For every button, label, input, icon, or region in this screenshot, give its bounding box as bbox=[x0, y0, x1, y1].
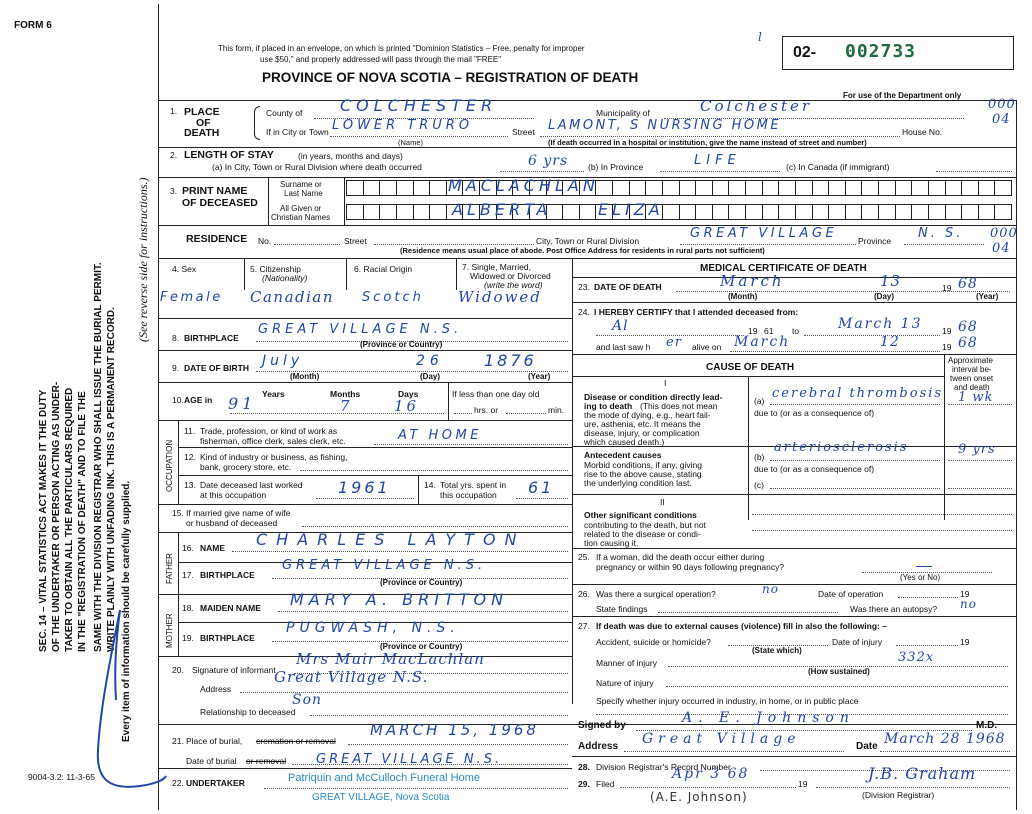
alive-year: 68 bbox=[958, 335, 978, 351]
given-name-1: ALBERTA bbox=[452, 200, 552, 219]
spouse-label2: or husband of deceased bbox=[186, 518, 278, 528]
city-name-hint: (Name) bbox=[398, 138, 424, 147]
age-days-label: Days bbox=[398, 389, 419, 399]
dob-label: DATE OF BIRTH bbox=[184, 363, 250, 373]
registration-prefix: 02- bbox=[793, 44, 817, 61]
total-years-l1: Total yrs. spent in bbox=[440, 480, 507, 490]
surgical-label: Was there a surgical operation? bbox=[596, 589, 716, 599]
last-worked-l1: Date deceased last worked bbox=[200, 480, 303, 490]
relationship-value: Son bbox=[292, 692, 323, 708]
state-which-label: (State which) bbox=[752, 646, 802, 655]
division-registrar-label: (Division Registrar) bbox=[862, 790, 935, 800]
residence-province-label: Province bbox=[858, 236, 892, 246]
given-name-2: ELIZA bbox=[598, 200, 664, 219]
father-birthplace-label: BIRTHPLACE bbox=[200, 570, 255, 580]
due-to-1: due to (or as a consequence of) bbox=[754, 408, 875, 418]
occupation-11-l1: Trade, profession, or kind of work as bbox=[200, 426, 338, 436]
birthplace-sub: (Province or Country) bbox=[360, 340, 443, 349]
citizenship-label: 5. Citizenship bbox=[250, 264, 302, 274]
sex-value: Female bbox=[160, 290, 223, 305]
city-value: LOWER TRURO bbox=[332, 118, 474, 133]
n8: 8. bbox=[172, 333, 180, 343]
interval-l3: tween onset bbox=[950, 374, 994, 383]
to-year: 68 bbox=[958, 319, 978, 335]
alive-on-day: 12 bbox=[880, 334, 900, 350]
age-years-label: Years bbox=[262, 389, 285, 399]
disease-l5: ure, asthenia, etc. It means the bbox=[584, 419, 701, 429]
given-label2: Christian Names bbox=[271, 213, 331, 222]
form-title: PROVINCE OF NOVA SCOTIA – REGISTRATION OF DEATH bbox=[262, 70, 639, 85]
less-than-one-day-label: If less than one day old bbox=[452, 389, 540, 399]
n12: 12. bbox=[184, 452, 196, 462]
age-months: 7 bbox=[340, 397, 351, 415]
racial-origin-value: Scotch bbox=[362, 290, 424, 305]
mail-notice-line2: use $50," and properly addressed will pass through the mail "FREE" bbox=[260, 55, 502, 64]
cause-a-interval: 1 wk bbox=[958, 390, 994, 405]
sex-label: 4. Sex bbox=[172, 264, 197, 274]
dod-day-lbl: (Day) bbox=[874, 292, 895, 301]
date-of-death-label: DATE OF DEATH bbox=[594, 282, 662, 292]
citizenship-value: Canadian bbox=[250, 288, 335, 306]
surname-value: MACLACHLAN bbox=[448, 176, 599, 195]
woman-l2: pregnancy or within 90 days following pregnancy? bbox=[596, 562, 785, 572]
father-side-label: FATHER bbox=[165, 553, 174, 584]
state-findings-label: State findings bbox=[596, 604, 648, 614]
occupation-11-l2: fisherman, office clerk, sales clerk, etc. bbox=[200, 436, 346, 446]
n10: 10. bbox=[172, 395, 184, 405]
side-text-8: (See reverse side for instructions.) bbox=[136, 177, 150, 342]
cause-of-death-title: CAUSE OF DEATH bbox=[706, 362, 795, 373]
side-text-2: OF THE UNDERTAKER OR PERSON ACTING AS UNDER- bbox=[51, 381, 62, 652]
code-1: 000 bbox=[988, 97, 1016, 112]
total-years-l2: this occupation bbox=[440, 490, 497, 500]
roman-2: II bbox=[660, 497, 665, 507]
street-value: LAMONT, S NURSING HOME bbox=[548, 118, 782, 133]
n17: 17. bbox=[182, 570, 194, 580]
n24: 24. bbox=[578, 307, 590, 317]
birthplace-label: BIRTHPLACE bbox=[184, 333, 239, 343]
disease-l3: (This does not mean bbox=[640, 401, 718, 411]
disease-l1: Disease or condition directly lead- bbox=[584, 392, 723, 402]
alive-on-label: alive on bbox=[692, 342, 722, 352]
burial-date-label-strike: or removal bbox=[246, 756, 287, 766]
stay-province-value: LIFE bbox=[694, 153, 741, 168]
dod-month: March bbox=[720, 272, 785, 290]
birthplace-value: GREAT VILLAGE N.S. bbox=[258, 322, 463, 337]
s1-num: 1. bbox=[170, 106, 178, 116]
other-l3: related to the disease or condi- bbox=[584, 529, 701, 539]
side-text-3: TAKER TO OBTAIN ALL THE PARTICULARS REQUIRED bbox=[64, 387, 75, 652]
undertaker-stamp-name: Patriquin and McCulloch Funeral Home bbox=[288, 772, 480, 784]
marital-value: Widowed bbox=[458, 288, 542, 306]
min-label: min. bbox=[548, 405, 565, 415]
dod-year: 68 bbox=[958, 276, 978, 292]
dob-year-lbl: (Year) bbox=[528, 372, 551, 381]
burial-date-label: Date of burial bbox=[186, 756, 237, 766]
n15: 15. bbox=[172, 508, 184, 518]
operation-date-label: Date of operation bbox=[818, 589, 884, 599]
dod-year-lbl: (Year) bbox=[976, 292, 999, 301]
from-year: 61 bbox=[764, 326, 774, 336]
alive-year-prefix: 19 bbox=[942, 342, 952, 352]
manner-label: Manner of injury bbox=[596, 658, 657, 668]
interval-l4: and death bbox=[954, 383, 990, 392]
antecedent-l3: rise to the above cause, stating bbox=[584, 469, 702, 479]
informant-address-label: Address bbox=[200, 684, 232, 694]
father-name-label: NAME bbox=[200, 543, 226, 553]
registration-number: 002733 bbox=[845, 41, 917, 62]
industry-l1: Kind of industry or business, as fishing, bbox=[200, 452, 348, 462]
occupation-value: AT HOME bbox=[398, 428, 482, 443]
other-l1: Other significant conditions bbox=[584, 510, 697, 520]
cause-b-value: arteriosclerosis bbox=[774, 440, 909, 455]
n25: 25. bbox=[578, 552, 590, 562]
filed-value: Apr 3 68 bbox=[672, 766, 750, 782]
woman-l1: If a woman, did the death occur either during bbox=[596, 552, 765, 562]
cause-a-value: cerebral thrombosis bbox=[772, 386, 944, 401]
alive-on-month: March bbox=[734, 334, 791, 350]
corner-mark: l bbox=[758, 30, 763, 44]
injury-year-prefix: 19 bbox=[960, 637, 970, 647]
mother-birthplace-label: BIRTHPLACE bbox=[200, 633, 255, 643]
stay-canada-label: (c) In Canada (if immigrant) bbox=[786, 162, 890, 172]
side-text-1: SEC. 14 – VITAL STATISTICS ACT MAKES IT THE DUTY bbox=[38, 389, 49, 652]
cause-b-label: (b) bbox=[754, 452, 765, 462]
informant-signature: Mrs Muir MacLachlan bbox=[296, 650, 485, 668]
age-months-label: Months bbox=[330, 389, 361, 399]
hospital-note: (If death occurred in a hospital or institution, give the name instead of street and number) bbox=[548, 138, 867, 147]
place-of-death-label3: DEATH bbox=[184, 127, 220, 139]
signed-by-value: A. E. Johnson bbox=[682, 710, 855, 726]
operation-year-prefix: 19 bbox=[960, 589, 970, 599]
n26: 26. bbox=[578, 589, 590, 599]
n19: 19. bbox=[182, 633, 194, 643]
print-name-label1: PRINT NAME bbox=[182, 185, 248, 197]
undertaker-stamp-location: GREAT VILLAGE, Nova Scotia bbox=[312, 792, 450, 803]
side-text-5: SAME WITH THE DIVISION REGISTRAR WHO SHALL ISSUE THE BURIAL PERMIT. bbox=[93, 262, 104, 652]
burial-date-value: MARCH 15, 1968 bbox=[370, 721, 539, 739]
age-years: 91 bbox=[228, 394, 257, 413]
residence-no-label: No. bbox=[258, 236, 272, 246]
dod-month-lbl: (Month) bbox=[728, 292, 758, 301]
side-text-6: WRITE PLAINLY WITH UNFADING INK. THIS IS A PERMANENT RECORD. bbox=[106, 307, 117, 652]
residence-street-label: Street bbox=[344, 236, 367, 246]
registration-number-box bbox=[782, 36, 1014, 70]
n18: 18. bbox=[182, 603, 194, 613]
residence-note: (Residence means usual place of abode. Post Office Address for residents in rural parts not sufficient) bbox=[400, 246, 765, 255]
autopsy-value: no bbox=[960, 597, 977, 611]
hrs-label: hrs. or bbox=[474, 405, 499, 415]
house-number-label: House No. bbox=[902, 127, 943, 137]
n23: 23. bbox=[578, 282, 590, 292]
physician-address: Great Village bbox=[642, 731, 801, 747]
yes-no-label: (Yes or No) bbox=[900, 573, 941, 582]
relationship-label: Relationship to deceased bbox=[200, 707, 296, 717]
injury-date-label: Date of injury bbox=[832, 637, 883, 647]
filed-label: Filed bbox=[596, 779, 615, 789]
to-label: to bbox=[792, 326, 800, 336]
certify-label: I HEREBY CERTIFY that I attended deceased from: bbox=[594, 307, 799, 317]
mother-side-label: MOTHER bbox=[165, 613, 174, 648]
street-label: Street bbox=[512, 127, 535, 137]
mother-birthplace-value: PUGWASH, N.S. bbox=[286, 620, 460, 636]
city-label: If in City or Town bbox=[266, 127, 329, 137]
antecedent-l2: Morbid conditions, if any, giving bbox=[584, 460, 702, 470]
cause-b-interval: 9 yrs bbox=[958, 442, 996, 457]
disease-l7: which caused death.) bbox=[584, 437, 665, 447]
surname-label2: Last Name bbox=[284, 189, 323, 198]
date-label: Date bbox=[856, 741, 878, 752]
place-of-death-label1: PLACE bbox=[184, 106, 220, 118]
undertaker-label: UNDERTAKER bbox=[186, 778, 245, 788]
autopsy-label: Was there an autopsy? bbox=[850, 604, 938, 614]
scribble-mark bbox=[80, 600, 170, 800]
code-2: 04 bbox=[992, 112, 1011, 127]
n13: 13. bbox=[184, 480, 196, 490]
residence-province-value: N. S. bbox=[918, 226, 964, 241]
code-4: 04 bbox=[992, 241, 1011, 256]
last-saw-value: er bbox=[666, 335, 682, 350]
n27: 27. bbox=[578, 621, 590, 631]
attended-from: Al bbox=[612, 318, 629, 334]
attended-to: March 13 bbox=[838, 316, 923, 332]
burial-place-value: GREAT VILLAGE N.S. bbox=[316, 752, 503, 767]
registrar-signature: J.B. Graham bbox=[868, 764, 977, 783]
father-bp-sub: (Province or Country) bbox=[380, 578, 463, 587]
roman-1: I bbox=[664, 378, 667, 388]
father-name-value: CHARLES LAYTON bbox=[256, 530, 526, 549]
length-of-stay-label: LENGTH OF STAY bbox=[184, 149, 274, 161]
n29: 29. bbox=[578, 779, 590, 789]
age-days: 16 bbox=[394, 397, 420, 415]
last-worked-value: 1961 bbox=[338, 478, 391, 497]
specify-label: Specify whether injury occurred in industry, in home, or in public place bbox=[596, 696, 859, 706]
form-code: 9004-3.2: 11-3-65 bbox=[28, 772, 95, 782]
racial-origin-label: 6. Racial Origin bbox=[354, 264, 413, 274]
s2-num: 2. bbox=[170, 150, 178, 160]
n22: 22. bbox=[172, 778, 184, 788]
mail-notice-line1: This form, if placed in an envelope, on which is printed "Dominion Statistics – Free, penalty for improper bbox=[218, 44, 585, 53]
code-3: 000 bbox=[990, 226, 1018, 241]
from-year-prefix: 19 bbox=[748, 326, 758, 336]
last-saw-label: and last saw h bbox=[596, 342, 651, 352]
burial-place-label: Place of burial, bbox=[186, 736, 243, 746]
to-year-prefix: 19 bbox=[942, 326, 952, 336]
signed-date: March 28 1968 bbox=[884, 731, 1006, 747]
spouse-label1: If married give name of wife bbox=[186, 508, 291, 518]
age-label: AGE in bbox=[184, 395, 213, 405]
surname-label1: Surname or bbox=[280, 180, 322, 189]
cause-c-label: (c) bbox=[754, 480, 764, 490]
informant-address: Great Village N.S. bbox=[274, 668, 429, 686]
last-worked-l2: at this occupation bbox=[200, 490, 267, 500]
place-of-death-label2: OF bbox=[196, 117, 211, 129]
n14: 14. bbox=[424, 480, 436, 490]
dod-day: 13 bbox=[880, 272, 902, 290]
print-name-label2: OF DECEASED bbox=[182, 197, 258, 209]
external-causes-label: If death was due to external causes (violence) fill in also the following: – bbox=[596, 621, 887, 631]
s3-num: 3. bbox=[170, 186, 178, 196]
n11: 11. bbox=[184, 426, 196, 436]
division-record-label: Division Registrar's Record Number bbox=[596, 762, 731, 772]
length-of-stay-note: (in years, months and days) bbox=[298, 151, 403, 161]
antecedent-l4: the underlying condition last. bbox=[584, 478, 692, 488]
nationality-label: (Nationality) bbox=[262, 273, 308, 283]
given-label1: All Given or bbox=[280, 204, 322, 213]
printed-physician-name: (A.E. Johnson) bbox=[650, 790, 748, 804]
medical-cert-title: MEDICAL CERTIFICATE OF DEATH bbox=[700, 263, 867, 274]
accident-label: Accident, suicide or homicide? bbox=[596, 637, 711, 647]
n9: 9. bbox=[172, 363, 180, 373]
n28: 28. bbox=[578, 762, 590, 772]
dod-year-prefix: 19 bbox=[942, 283, 952, 293]
dob-day-lbl: (Day) bbox=[420, 372, 441, 381]
disease-l2: ing to death bbox=[584, 401, 633, 411]
how-sustained-label: (How sustained) bbox=[808, 667, 870, 676]
informant-sig-label: Signature of informant bbox=[192, 665, 276, 675]
cause-a-label: (a) bbox=[754, 396, 765, 406]
other-l4: tion causing it. bbox=[584, 538, 639, 548]
marital-label3: (write the word) bbox=[484, 280, 543, 290]
side-text-4: IN THE "REGISTRATION OF DEATH" AND TO FILE THE bbox=[77, 391, 88, 652]
surgical-value: no bbox=[762, 582, 779, 596]
md-label: M.D. bbox=[976, 720, 998, 731]
father-birthplace-value: GREAT VILLAGE N.S. bbox=[282, 558, 487, 573]
department-use-label: For use of the Department only bbox=[843, 91, 962, 100]
side-text-7: Every item of information should be carefully supplied. bbox=[121, 480, 132, 742]
dob-month: July bbox=[262, 353, 304, 369]
dob-year: 1876 bbox=[484, 351, 537, 370]
code-mark-332x: 332x bbox=[898, 650, 935, 665]
filed-year-prefix: 19 bbox=[798, 779, 808, 789]
form-label: FORM 6 bbox=[14, 20, 52, 31]
disease-l6: disease, injury, or complication bbox=[584, 428, 700, 438]
mother-maiden-label: MAIDEN NAME bbox=[200, 603, 261, 613]
municipality-value: Colchester bbox=[700, 97, 813, 115]
dob-month-lbl: (Month) bbox=[290, 372, 320, 381]
interval-l2: interval be- bbox=[952, 365, 992, 374]
stay-province-label: (b) In Province bbox=[588, 162, 644, 172]
n16: 16. bbox=[182, 543, 194, 553]
n21: 21. bbox=[172, 736, 184, 746]
dob-day: 26 bbox=[416, 353, 444, 369]
marital-label2: Widowed or Divorced bbox=[470, 271, 551, 281]
disease-l4: the mode of dying, e.g., heart fail- bbox=[584, 410, 711, 420]
burial-place-label-strike: cremation or removal bbox=[256, 736, 336, 746]
interval-l1: Approximate bbox=[948, 356, 993, 365]
stay-city-label: (a) In City, Town or Rural Division where death occurred bbox=[212, 162, 422, 172]
other-l2: contributing to the death, but not bbox=[584, 520, 706, 530]
industry-l2: bank, grocery store, etc. bbox=[200, 462, 292, 472]
mother-maiden-value: MARY A. BRITTON bbox=[290, 590, 509, 609]
signed-by-label: Signed by bbox=[578, 720, 626, 731]
stay-city-value: 6 yrs bbox=[528, 153, 569, 169]
residence-city-value: GREAT VILLAGE bbox=[690, 226, 838, 241]
county-value: COLCHESTER bbox=[340, 96, 498, 115]
address-label: Address bbox=[578, 741, 619, 752]
marital-label1: 7. Single, Married, bbox=[462, 262, 531, 272]
nature-label: Nature of injury bbox=[596, 678, 654, 688]
due-to-2: due to (or as a consequence of) bbox=[754, 464, 875, 474]
n20: 20. bbox=[172, 665, 184, 675]
county-label: County of bbox=[266, 108, 303, 118]
mother-bp-sub: (Province or Country) bbox=[380, 642, 463, 651]
residence-label: RESIDENCE bbox=[186, 233, 248, 245]
antecedent-l1: Antecedent causes bbox=[584, 450, 662, 460]
municipality-label: Municipality of bbox=[596, 108, 650, 118]
total-years-value: 61 bbox=[528, 478, 555, 497]
occupation-side-label: OCCUPATION bbox=[165, 439, 174, 492]
residence-city-label: City, Town or Rural Division bbox=[536, 236, 640, 246]
